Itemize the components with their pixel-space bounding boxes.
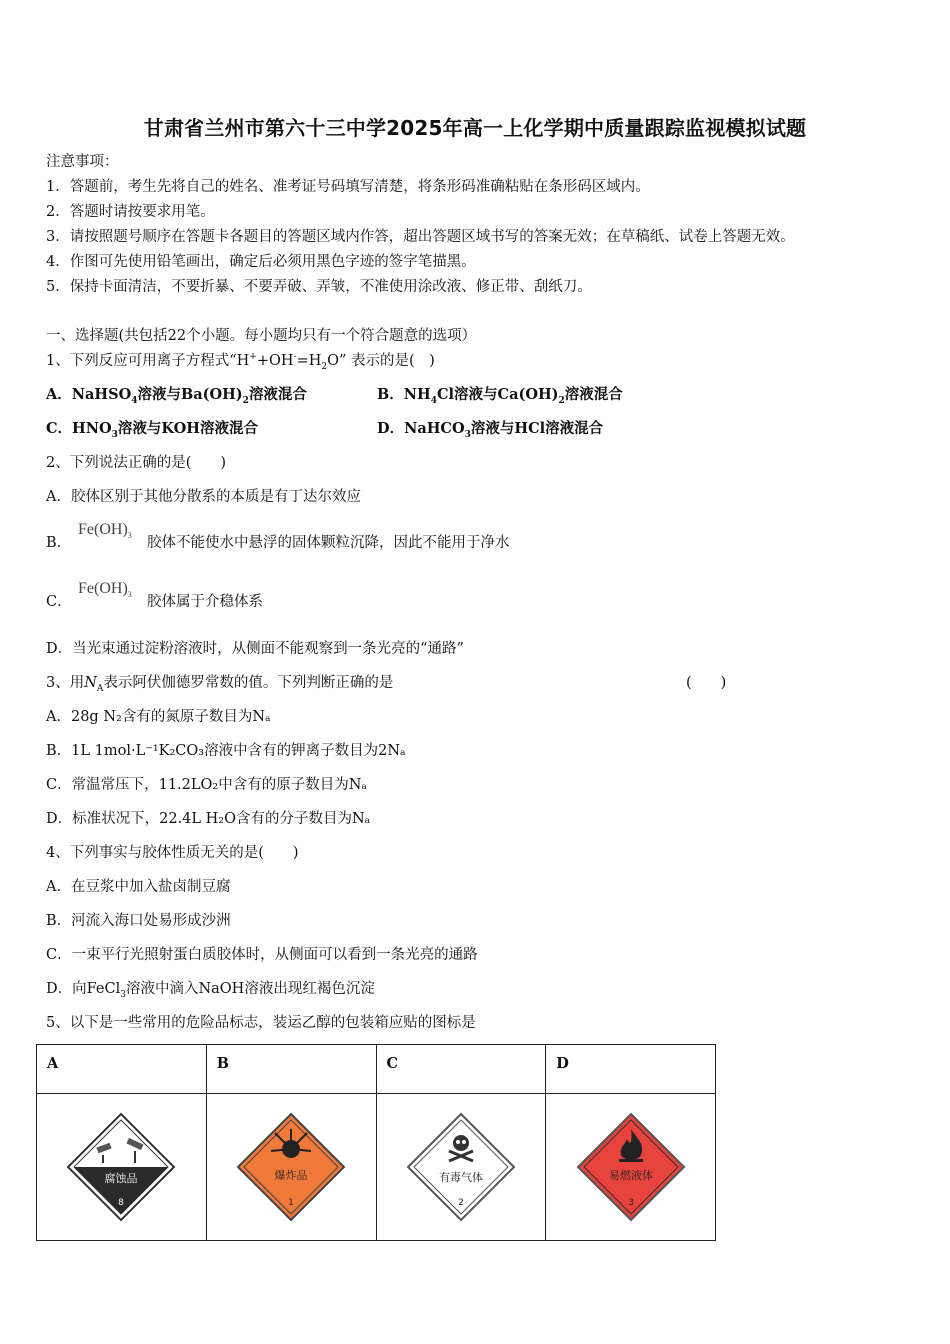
q3-option-a[interactable]: A．28g N₂含有的氮原子数目为Nₐ bbox=[46, 709, 271, 725]
notice-item: 1．答题前，考生先将自己的姓名、准考证号码填写清楚，将条形码准确粘贴在条形码区域内。 bbox=[46, 179, 650, 195]
option-a-cell[interactable] bbox=[37, 1094, 207, 1241]
q4-option-a[interactable]: A．在豆浆中加入盐卤制豆腐 bbox=[46, 879, 231, 895]
q4-option-c[interactable]: C．一束平行光照射蛋白质胶体时，从侧面可以看到一条光亮的通路 bbox=[46, 947, 478, 963]
page-title: 甘肃省兰州市第六十三中学2025年高一上化学期中质量跟踪监视模拟试题 bbox=[143, 116, 807, 140]
sign-a-label: 腐蚀品 bbox=[104, 1172, 138, 1185]
option-d-cell[interactable] bbox=[546, 1094, 716, 1241]
q2-option-a[interactable]: A．胶体区别于其他分散系的本质是有丁达尔效应 bbox=[46, 489, 361, 505]
column-header-b: B bbox=[206, 1045, 376, 1094]
q1-option-d[interactable]: D．NaHCO$_3$溶液与HCl溶液混合 bbox=[377, 420, 604, 440]
section-heading: 一、选择题(共包括22个小题。每小题均只有一个符合题意的选项） bbox=[46, 328, 477, 344]
sign-b-class: 1 bbox=[288, 1198, 294, 1208]
notice-item: 2．答题时请按要求用笔。 bbox=[46, 204, 215, 220]
q2-option-c-text[interactable]: 胶体属于介稳体系 bbox=[147, 594, 263, 610]
column-header-a: A bbox=[37, 1045, 207, 1094]
feoh3-formula-c: $Fe(OH)_3$ bbox=[78, 580, 132, 600]
flammable-liquid-sign-icon bbox=[575, 1111, 687, 1223]
explosive-sign-icon bbox=[235, 1111, 347, 1223]
option-c-cell[interactable] bbox=[376, 1094, 546, 1241]
q2-stem: 2、下列说法正确的是( ) bbox=[46, 455, 227, 471]
hazard-sign-table bbox=[36, 1044, 716, 1241]
sign-c-class: 2 bbox=[458, 1198, 464, 1208]
q4-stem: 4、下列事实与胶体性质无关的是( ) bbox=[46, 845, 299, 861]
q3-option-d[interactable]: D．标准状况下，22.4L H₂O含有的分子数目为Nₐ bbox=[46, 811, 371, 827]
column-header-c: C bbox=[376, 1045, 546, 1094]
sign-d-label: 易燃液体 bbox=[608, 1169, 653, 1182]
q3-stem: 3、用$N_A$表示阿伏伽德罗常数的值。下列判断正确的是 bbox=[46, 675, 394, 694]
q2-option-d[interactable]: D．当光束通过淀粉溶液时，从侧面不能观察到一条光亮的“通路” bbox=[46, 641, 464, 657]
sign-b-label: 爆炸品 bbox=[274, 1169, 308, 1182]
q2-option-b-text[interactable]: 胶体不能使水中悬浮的固体颗粒沉降，因此不能用于净水 bbox=[147, 535, 510, 551]
column-header-d: D bbox=[546, 1045, 716, 1094]
q3-option-b[interactable]: B．1L 1mol·L⁻¹K₂CO₃溶液中含有的钾离子数目为2Nₐ bbox=[46, 743, 406, 759]
q1-stem: 1、下列反应可用离子方程式“$H^++OH^-=H_2O$” 表示的是( ) bbox=[46, 352, 435, 372]
notice-item: 4．作图可先使用铅笔画出，确定后必须用黑色字迹的签字笔描黑。 bbox=[46, 254, 476, 270]
q1-option-b[interactable]: B．$NH_4Cl$溶液与$Ca(OH)_2$溶液混合 bbox=[377, 386, 623, 406]
toxic-gas-sign-icon bbox=[405, 1111, 517, 1223]
feoh3-formula-b: $Fe(OH)_3$ bbox=[78, 521, 132, 541]
q4-option-d[interactable]: D．向FeCl$_3$溶液中滴入NaOH溶液出现红褐色沉淀 bbox=[46, 981, 375, 1000]
q1-option-c[interactable]: C．$HNO_3$溶液与KOH溶液混合 bbox=[46, 420, 258, 440]
option-b-cell[interactable] bbox=[206, 1094, 376, 1241]
sign-c-label: 有毒气体 bbox=[438, 1171, 483, 1184]
sign-d-class: 3 bbox=[627, 1198, 634, 1208]
sign-a-class: 8 bbox=[118, 1198, 125, 1208]
q5-stem: 5、以下是一些常用的危险品标志，装运乙醇的包装箱应贴的图标是 bbox=[46, 1015, 476, 1031]
q3-answer-paren: ( ) bbox=[686, 675, 727, 691]
q4-option-b[interactable]: B．河流入海口处易形成沙洲 bbox=[46, 913, 231, 929]
q3-option-c[interactable]: C．常温常压下，11.2LO₂中含有的原子数目为Nₐ bbox=[46, 777, 367, 793]
q2-option-c-label[interactable]: C． bbox=[46, 594, 72, 610]
notice-item: 5．保持卡面清洁，不要折暴、不要弄破、弄皱，不准使用涂改液、修正带、刮纸刀。 bbox=[46, 279, 592, 295]
q1-option-a[interactable]: A．NaHSO$_4$溶液与$Ba(OH)_2$溶液混合 bbox=[46, 386, 307, 406]
notice-item: 3．请按照题号顺序在答题卡各题目的答题区域内作答，超出答题区域书写的答案无效；在草稿纸、试卷上答题无效。 bbox=[46, 229, 795, 245]
notice-heading: 注意事项： bbox=[46, 154, 119, 170]
q2-option-b-label[interactable]: B． bbox=[46, 535, 72, 551]
corrosive-sign-icon bbox=[65, 1111, 177, 1223]
